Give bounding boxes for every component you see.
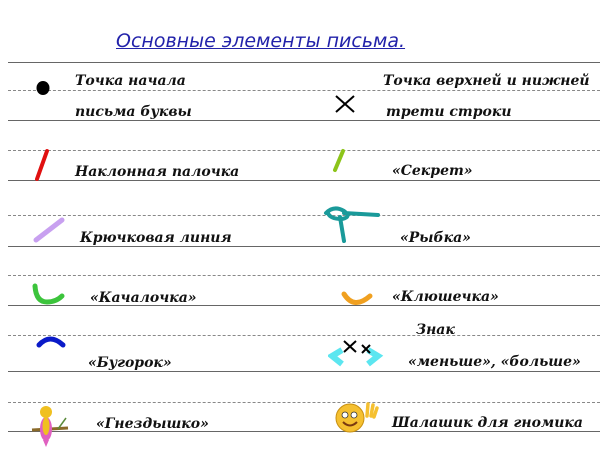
- element-label: «меньше», «больше»: [408, 354, 581, 370]
- element-label: Точка начала: [75, 73, 186, 89]
- smiley-icon: [334, 400, 380, 434]
- klyushka-icon: [340, 288, 374, 308]
- element-label: Крючковая линия: [80, 230, 232, 246]
- hook-line-icon: [32, 217, 66, 243]
- ruled-line: [8, 246, 600, 247]
- ruled-line: [8, 180, 600, 181]
- element-label: Наклонная палочка: [75, 164, 240, 180]
- dotted-line: [8, 402, 600, 403]
- bump-icon: [36, 332, 66, 348]
- slant-stick-icon: [32, 148, 52, 182]
- ruled-line: [8, 120, 600, 121]
- element-label: «Секрет»: [392, 163, 473, 179]
- element-label: «Гнездышко»: [96, 416, 209, 432]
- bird-icon: [30, 402, 70, 448]
- dotted-line: [8, 275, 600, 276]
- dotted-line: [8, 215, 600, 216]
- dotted-line: [8, 335, 600, 336]
- element-label: «Качалочка»: [90, 290, 197, 306]
- element-label: «Бугорок»: [88, 355, 172, 371]
- swing-icon: [30, 282, 66, 308]
- less-greater-signs-icon: [328, 338, 386, 372]
- element-label: Точка верхней и нижней: [383, 73, 590, 89]
- dotted-line: [8, 90, 600, 91]
- ruled-line: [8, 62, 600, 63]
- element-label: «Клюшечка»: [392, 289, 499, 305]
- cross-icon: [333, 94, 357, 114]
- page-title: Основные элементы письма.: [116, 30, 406, 52]
- element-label: Шалашик для гномика: [392, 415, 583, 431]
- dot-icon: [36, 80, 50, 96]
- element-label: трети строки: [386, 104, 512, 120]
- secret-icon: [330, 148, 348, 174]
- dotted-line: [8, 150, 600, 151]
- element-label: «Рыбка»: [400, 230, 471, 246]
- element-label: Знак: [416, 322, 455, 338]
- ruled-line: [8, 371, 600, 372]
- element-label: письма буквы: [75, 104, 192, 120]
- fish-icon: [320, 205, 382, 245]
